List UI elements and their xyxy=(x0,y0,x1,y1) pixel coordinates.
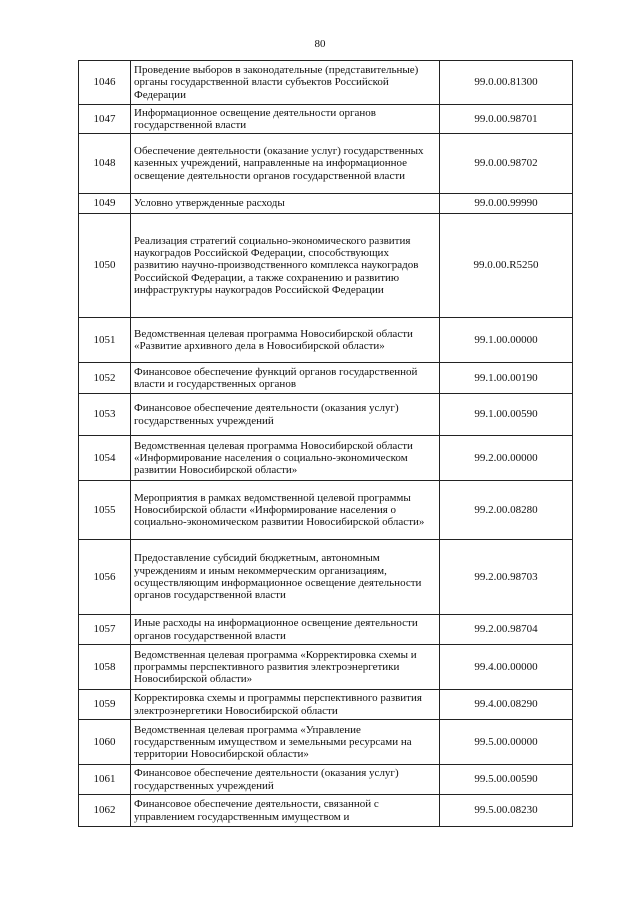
table-row xyxy=(79,194,573,214)
expense-name: Ведомственная целевая программа Новосибирской области «Развитие архивного дела в Новосибирской области» xyxy=(131,318,440,363)
target-code: 99.1.00.00590 xyxy=(440,394,573,436)
row-number: 1051 xyxy=(79,318,131,363)
budget-classification-table xyxy=(78,60,573,827)
target-code: 99.1.00.00000 xyxy=(440,318,573,363)
table-row xyxy=(79,318,573,363)
row-number: 1061 xyxy=(79,765,131,795)
table-row xyxy=(79,795,573,827)
table-row xyxy=(79,61,573,105)
row-number: 1059 xyxy=(79,690,131,720)
expense-name: Реализация стратегий социально-экономического развития наукоградов Российской Федерации, способствующих развитию научно-производственного комплекса наукоградов Российской Федерации, а также сохранению и развитию инфраструктуры наукоградов Российской Федерации xyxy=(131,214,440,318)
target-code: 99.2.00.00000 xyxy=(440,436,573,481)
target-code: 99.2.00.98704 xyxy=(440,615,573,645)
expense-name: Предоставление субсидий бюджетным, автономным учреждениям и иным некоммерческим организациям, осуществляющим информационное освещение деятельности органов государственной власти xyxy=(131,540,440,615)
table-row xyxy=(79,481,573,540)
row-number: 1058 xyxy=(79,645,131,690)
table-row xyxy=(79,134,573,194)
expense-name: Финансовое обеспечение деятельности, связанной с управлением государственным имуществом и xyxy=(131,795,440,827)
expense-name: Ведомственная целевая программа «Управление государственным имуществом и земельными ресурсами на территории Новосибирской области» xyxy=(131,720,440,765)
target-code: 99.5.00.08230 xyxy=(440,795,573,827)
target-code: 99.0.00.81300 xyxy=(440,61,573,105)
expense-name: Мероприятия в рамках ведомственной целевой программы Новосибирской области «Информирование населения о социально-экономическом развитии Новосибирской области» xyxy=(131,481,440,540)
table-row xyxy=(79,615,573,645)
row-number: 1060 xyxy=(79,720,131,765)
table-row xyxy=(79,540,573,615)
expense-name: Финансовое обеспечение деятельности (оказания услуг) государственных учреждений xyxy=(131,765,440,795)
expense-name: Обеспечение деятельности (оказание услуг) государственных казенных учреждений, направленные на информационное освещение деятельности органов государственной власти xyxy=(131,134,440,194)
target-code: 99.5.00.00590 xyxy=(440,765,573,795)
expense-name: Проведение выборов в законодательные (представительные) органы государственной власти субъектов Российской Федерации xyxy=(131,61,440,105)
expense-name: Ведомственная целевая программа Новосибирской области «Информирование населения о социально-экономическом развитии Новосибирской области» xyxy=(131,436,440,481)
row-number: 1046 xyxy=(79,61,131,105)
target-code: 99.0.00.98701 xyxy=(440,105,573,134)
row-number: 1050 xyxy=(79,214,131,318)
expense-name: Условно утвержденные расходы xyxy=(131,194,440,214)
target-code: 99.0.00.98702 xyxy=(440,134,573,194)
row-number: 1054 xyxy=(79,436,131,481)
expense-name: Информационное освещение деятельности органов государственной власти xyxy=(131,105,440,134)
row-number: 1047 xyxy=(79,105,131,134)
expense-name: Иные расходы на информационное освещение деятельности органов государственной власти xyxy=(131,615,440,645)
row-number: 1062 xyxy=(79,795,131,827)
target-code: 99.5.00.00000 xyxy=(440,720,573,765)
table-row xyxy=(79,436,573,481)
row-number: 1048 xyxy=(79,134,131,194)
target-code: 99.0.00.R5250 xyxy=(440,214,573,318)
target-code: 99.2.00.08280 xyxy=(440,481,573,540)
page-number: 80 xyxy=(314,38,326,50)
table-row xyxy=(79,394,573,436)
row-number: 1057 xyxy=(79,615,131,645)
table-row xyxy=(79,690,573,720)
row-number: 1049 xyxy=(79,194,131,214)
row-number: 1053 xyxy=(79,394,131,436)
target-code: 99.4.00.00000 xyxy=(440,645,573,690)
row-number: 1056 xyxy=(79,540,131,615)
expense-name: Финансовое обеспечение функций органов государственной власти и государственных органов xyxy=(131,363,440,394)
expense-name: Корректировка схемы и программы перспективного развития электроэнергетики Новосибирской области xyxy=(131,690,440,720)
table-row xyxy=(79,720,573,765)
row-number: 1052 xyxy=(79,363,131,394)
target-code: 99.1.00.00190 xyxy=(440,363,573,394)
table-row xyxy=(79,214,573,318)
expense-name: Ведомственная целевая программа «Корректировка схемы и программы перспективного развития электроэнергетики Новосибирской области» xyxy=(131,645,440,690)
target-code: 99.4.00.08290 xyxy=(440,690,573,720)
table-row xyxy=(79,363,573,394)
expense-name: Финансовое обеспечение деятельности (оказания услуг) государственных учреждений xyxy=(131,394,440,436)
target-code: 99.2.00.98703 xyxy=(440,540,573,615)
row-number: 1055 xyxy=(79,481,131,540)
table-row xyxy=(79,645,573,690)
target-code: 99.0.00.99990 xyxy=(440,194,573,214)
table-row xyxy=(79,765,573,795)
table-row xyxy=(79,105,573,134)
